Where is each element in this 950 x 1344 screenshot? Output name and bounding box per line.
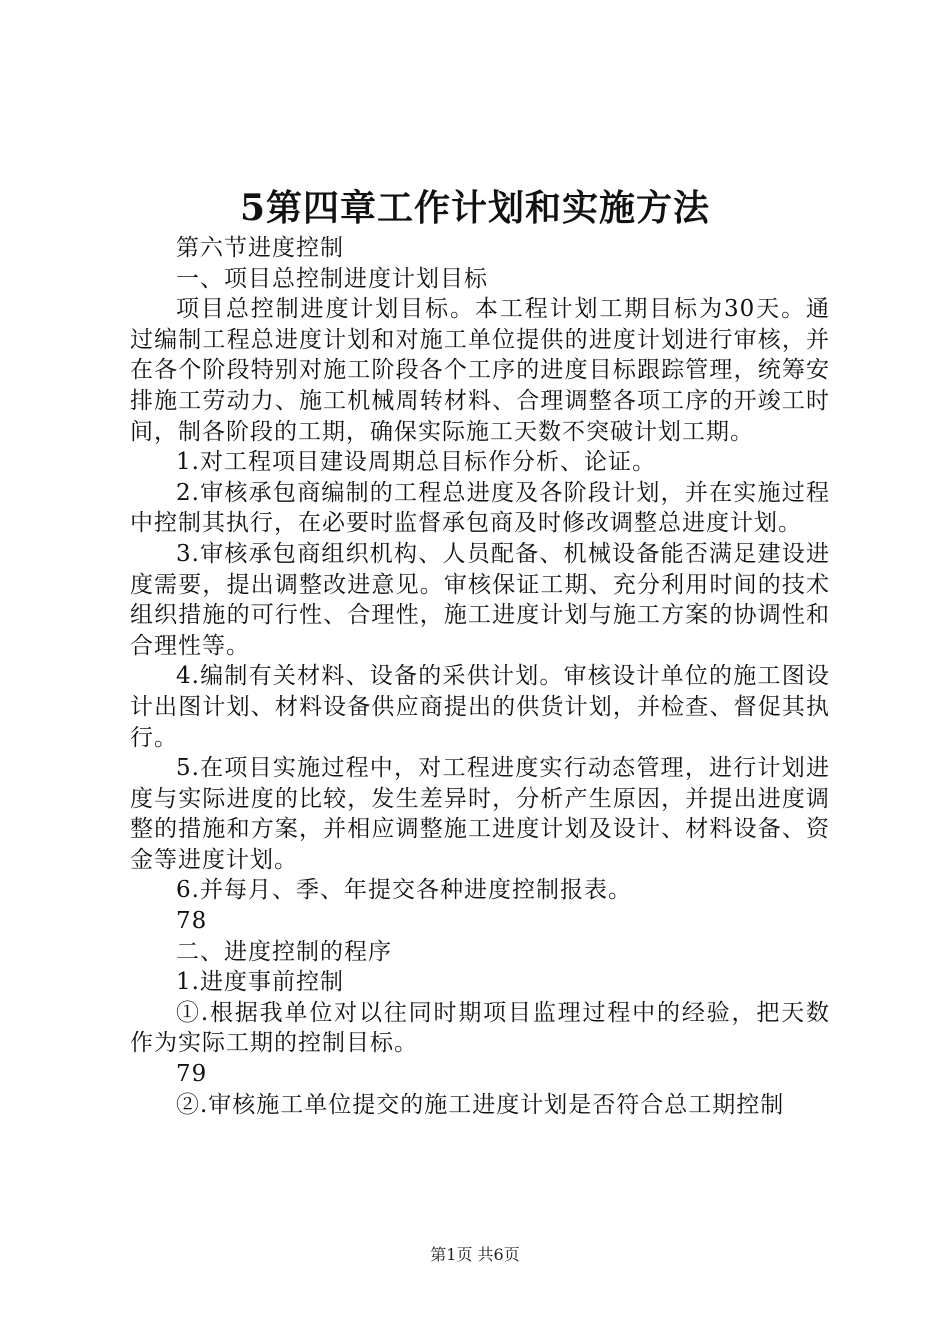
document-body [130,233,830,1120]
list-item: 3.审核承包商组织机构、人员配备、机械设备能否满足建设进度需要，提出调整改进意见。审核保证工期、充分利用时间的技术组织措施的可行性、合理性，施工进度计划与施工方案的协调性和合理性等。 [130,540,830,659]
document-title: 5第四章工作计划和实施方法 [239,187,711,229]
list-item: 1.进度事前控制 [176,969,344,996]
list-item: 1.对工程项目建设周期总目标作分析、论证。 [176,449,656,476]
subsection-heading: 二、进度控制的程序 [176,938,392,965]
list-item: 6.并每月、季、年提交各种进度控制报表。 [176,877,632,904]
list-item: ①.根据我单位对以往同时期项目监理过程中的经验，把天数作为实际工期的控制目标。 [130,999,830,1057]
list-item: 2.审核承包商编制的工程总进度及各阶段计划，并在实施过程中控制其执行，在必要时监督承包商及时修改调整总进度计划。 [130,479,830,537]
list-item: 5.在项目实施过程中，对工程进度实行动态管理，进行计划进度与实际进度的比较，发生差异时，分析产生原因，并提出进度调整的措施和方案，并相应调整施工进度计划及设计、材料设备、资金等进度计划。 [130,755,830,873]
subsection-heading: 一、项目总控制进度计划目标 [176,265,488,292]
paragraph-number: 79 [176,1061,208,1088]
paragraph: 项目总控制进度计划目标。本工程计划工期目标为30天。通过编制工程总进度计划和对施工单位提供的进度计划进行审核，并在各个阶段特别对施工阶段各个工序的进度目标跟踪管理，统筹安排施工劳动力、施工机械周转材料、合理调整各项工序的开竣工时间，制各阶段的工期，确保实际施工天数不突破计划工期。 [130,296,830,445]
paragraph-number: 78 [176,908,208,935]
page-footer: 第1页 共6页 [430,1245,520,1264]
section-heading: 第六节进度控制 [176,235,344,261]
list-item: ②.审核施工单位提交的施工进度计划是否符合总工期控制 [176,1091,785,1118]
list-item: 4.编制有关材料、设备的采供计划。审核设计单位的施工图设计出图计划、材料设备供应商提出的供货计划，并检查、督促其执行。 [130,663,830,751]
